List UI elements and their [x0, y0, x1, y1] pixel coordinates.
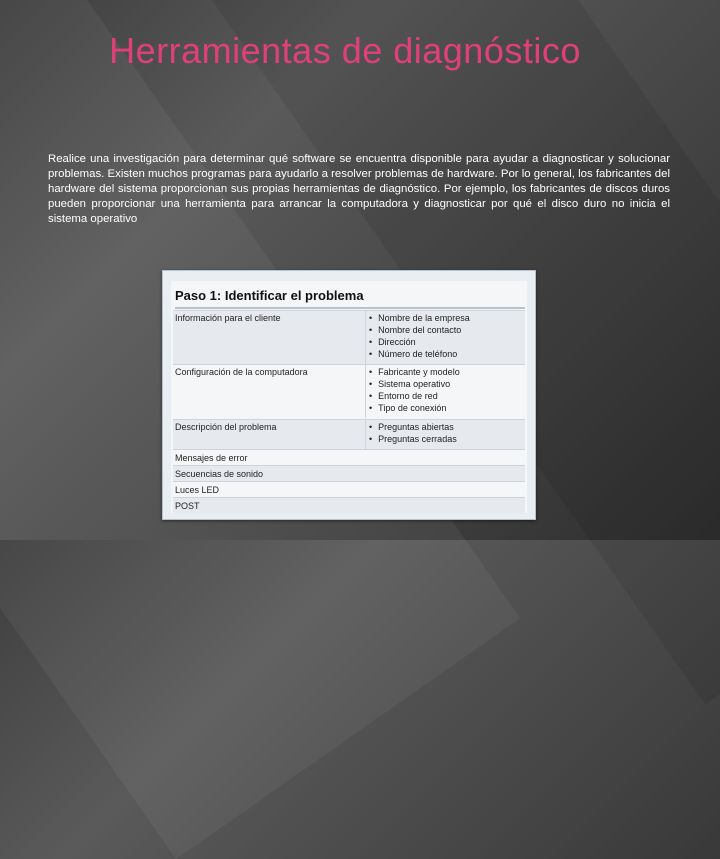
table-row [173, 419, 525, 449]
diagnostic-table [171, 281, 527, 513]
table-row [173, 310, 525, 364]
table-row [173, 364, 525, 418]
row-label: POST [175, 501, 200, 511]
row-label: Mensajes de error [175, 453, 248, 463]
table-row [173, 481, 525, 497]
row-label: Luces LED [175, 485, 220, 495]
list-item: • Sistema operativo [369, 378, 460, 390]
list-item: • Fabricante y modelo [369, 366, 460, 378]
row-items [369, 312, 470, 360]
row-label: Configuración de la computadora [175, 367, 308, 377]
column-divider [365, 420, 366, 449]
slide-body-text: Realice una investigación para determinar qué software se encuentra disponible para ayudar a diagnosticar y solucionar problemas. Existen muchos programas para ayudarlo a resolver problemas de hardware. Por lo general, los fabricantes del hardware del sistema proporcionan sus propias herramientas de diagnóstico. Por ejemplo, los fabricantes de discos duros pueden proporcionar una herramienta para arrancar la computadora y diagnosticar por qué el disco duro no inicia el sistema operativo [48, 153, 670, 225]
row-label: Información para el cliente [175, 313, 281, 323]
slide-title: Herramientas de diagnóstico [109, 30, 581, 71]
list-item: • Número de teléfono [369, 348, 470, 360]
diagnostic-table-image [162, 270, 536, 520]
table-row [173, 449, 525, 465]
table-row [173, 465, 525, 481]
row-items [369, 421, 457, 445]
row-label: Descripción del problema [175, 422, 277, 432]
table-title: Paso 1: Identificar el problema [175, 285, 525, 309]
list-item: • Tipo de conexión [369, 402, 460, 414]
row-items [369, 366, 460, 414]
column-divider [365, 365, 366, 418]
list-item: • Dirección [369, 336, 470, 348]
list-item: • Preguntas abiertas [369, 421, 457, 433]
list-item: • Preguntas cerradas [369, 433, 457, 445]
list-item: • Nombre de la empresa [369, 312, 470, 324]
row-label: Secuencias de sonido [175, 469, 264, 479]
list-item: • Entorno de red [369, 390, 460, 402]
table-row [173, 497, 525, 513]
column-divider [365, 311, 366, 364]
list-item: • Nombre del contacto [369, 324, 470, 336]
